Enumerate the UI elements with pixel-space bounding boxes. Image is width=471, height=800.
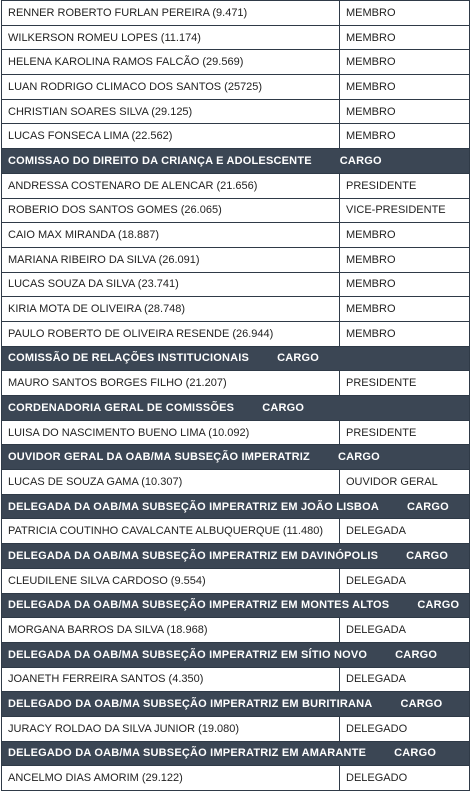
section-cargo-label: CARGO [400,698,443,711]
member-row [2,297,470,322]
section-header-cell [2,396,470,421]
section-title: COMISSAO DO DIREITO DA CRIANÇA E ADOLESCENTE [8,154,312,167]
member-role: MEMBRO [340,297,470,322]
section-cargo-label: CARGO [406,549,449,562]
member-role: MEMBRO [340,1,470,26]
members-table [1,0,470,791]
section-header-row [2,346,470,371]
member-row [2,321,470,346]
section-title: COMISSÃO DE RELAÇÕES INSTITUCIONAIS [8,352,250,365]
member-role: PRESIDENTE [340,371,470,396]
section-cargo-label: CARGO [277,352,320,365]
member-name: RENNER ROBERTO FURLAN PEREIRA (9.471) [2,1,340,26]
member-row [2,1,470,26]
member-role: PRESIDENTE [340,173,470,198]
member-role: MEMBRO [340,321,470,346]
section-header-cell [2,445,470,470]
member-name: CLEUDILENE SILVA CARDOSO (9.554) [2,568,340,593]
member-role: MEMBRO [340,223,470,248]
section-title: DELEGADA DA OAB/MA SUBSEÇÃO IMPERATRIZ EM JOÃO LISBOA [8,500,379,513]
member-name: HELENA KAROLINA RAMOS FALCÃO (29.569) [2,50,340,75]
member-name: JURACY ROLDAO DA SILVA JUNIOR (19.080) [2,716,340,741]
section-header-cell [2,544,470,569]
member-role: MEMBRO [340,247,470,272]
member-name: LUCAS DE SOUZA GAMA (10.307) [2,470,340,495]
section-header-row [2,642,470,667]
section-title: DELEGADA DA OAB/MA SUBSEÇÃO IMPERATRIZ EM MONTES ALTOS [8,599,390,612]
member-name: LUISA DO NASCIMENTO BUENO LIMA (10.092) [2,420,340,445]
member-name: LUCAS FONSECA LIMA (22.562) [2,124,340,149]
section-header-row [2,741,470,766]
section-header-cell [2,593,470,618]
member-name: WILKERSON ROMEU LOPES (11.174) [2,25,340,50]
member-role: DELEGADA [340,568,470,593]
member-name: PATRICIA COUTINHO CAVALCANTE ALBUQUERQUE (11.480) [2,519,340,544]
member-name: LUAN RODRIGO CLIMACO DOS SANTOS (25725) [2,75,340,100]
member-name: MARIANA RIBEIRO DA SILVA (26.091) [2,247,340,272]
member-name: MAURO SANTOS BORGES FILHO (21.207) [2,371,340,396]
section-header-cell [2,346,470,371]
section-header-cell [2,692,470,717]
member-role: DELEGADA [340,667,470,692]
member-row [2,618,470,643]
section-header-cell [2,494,470,519]
section-header-row [2,149,470,174]
member-name: ROBERIO DOS SANTOS GOMES (26.065) [2,198,340,223]
section-header-row [2,396,470,421]
section-cargo-label: CARGO [417,599,460,612]
member-row [2,568,470,593]
section-cargo-label: CARGO [406,500,449,513]
section-header-cell [2,149,470,174]
section-cargo-label: CARGO [262,401,305,414]
member-role: DELEGADO [340,766,470,791]
member-row [2,124,470,149]
member-role: MEMBRO [340,124,470,149]
section-header-row [2,692,470,717]
member-row [2,223,470,248]
section-title: DELEGADO DA OAB/MA SUBSEÇÃO IMPERATRIZ EM BURITIRANA [8,698,373,711]
member-name: KIRIA MOTA DE OLIVEIRA (28.748) [2,297,340,322]
section-cargo-label: CARGO [339,154,382,167]
member-role: PRESIDENTE [340,420,470,445]
member-name: JOANETH FERREIRA SANTOS (4.350) [2,667,340,692]
section-title: DELEGADO DA OAB/MA SUBSEÇÃO IMPERATRIZ EM AMARANTE [8,747,367,760]
member-name: ANCELMO DIAS AMORIM (29.122) [2,766,340,791]
member-row [2,371,470,396]
section-header-cell [2,642,470,667]
member-role: VICE-PRESIDENTE [340,198,470,223]
member-role: MEMBRO [340,50,470,75]
section-title: CORDENADORIA GERAL DE COMISSÕES [8,401,235,414]
member-name: MORGANA BARROS DA SILVA (18.968) [2,618,340,643]
member-row [2,99,470,124]
member-name: ANDRESSA COSTENARO DE ALENCAR (21.656) [2,173,340,198]
member-row [2,173,470,198]
member-name: LUCAS SOUZA DA SILVA (23.741) [2,272,340,297]
members-table-body [2,1,470,791]
member-role: MEMBRO [340,272,470,297]
member-row [2,25,470,50]
member-row [2,766,470,791]
section-header-row [2,445,470,470]
section-title: DELEGADA DA OAB/MA SUBSEÇÃO IMPERATRIZ EM SÍTIO NOVO [8,648,368,661]
section-cargo-label: CARGO [394,747,437,760]
section-header-row [2,593,470,618]
section-cargo-label: CARGO [337,451,380,464]
member-row [2,470,470,495]
member-row [2,50,470,75]
member-row [2,272,470,297]
section-header-row [2,544,470,569]
member-name: PAULO ROBERTO DE OLIVEIRA RESENDE (26.944) [2,321,340,346]
section-header-cell [2,741,470,766]
member-role: OUVIDOR GERAL [340,470,470,495]
member-name: CAIO MAX MIRANDA (18.887) [2,223,340,248]
member-role: DELEGADA [340,618,470,643]
member-row [2,247,470,272]
member-name: CHRISTIAN SOARES SILVA (29.125) [2,99,340,124]
member-role: MEMBRO [340,75,470,100]
member-role: MEMBRO [340,99,470,124]
section-header-row [2,494,470,519]
member-row [2,519,470,544]
section-title: OUVIDOR GERAL DA OAB/MA SUBSEÇÃO IMPERATRIZ [8,451,310,464]
member-role: MEMBRO [340,25,470,50]
member-role: DELEGADA [340,519,470,544]
section-cargo-label: CARGO [395,648,438,661]
member-role: DELEGADO [340,716,470,741]
section-title: DELEGADA DA OAB/MA SUBSEÇÃO IMPERATRIZ EM DAVINÓPOLIS [8,549,379,562]
member-row [2,198,470,223]
member-row [2,420,470,445]
member-row [2,75,470,100]
member-row [2,667,470,692]
member-row [2,716,470,741]
